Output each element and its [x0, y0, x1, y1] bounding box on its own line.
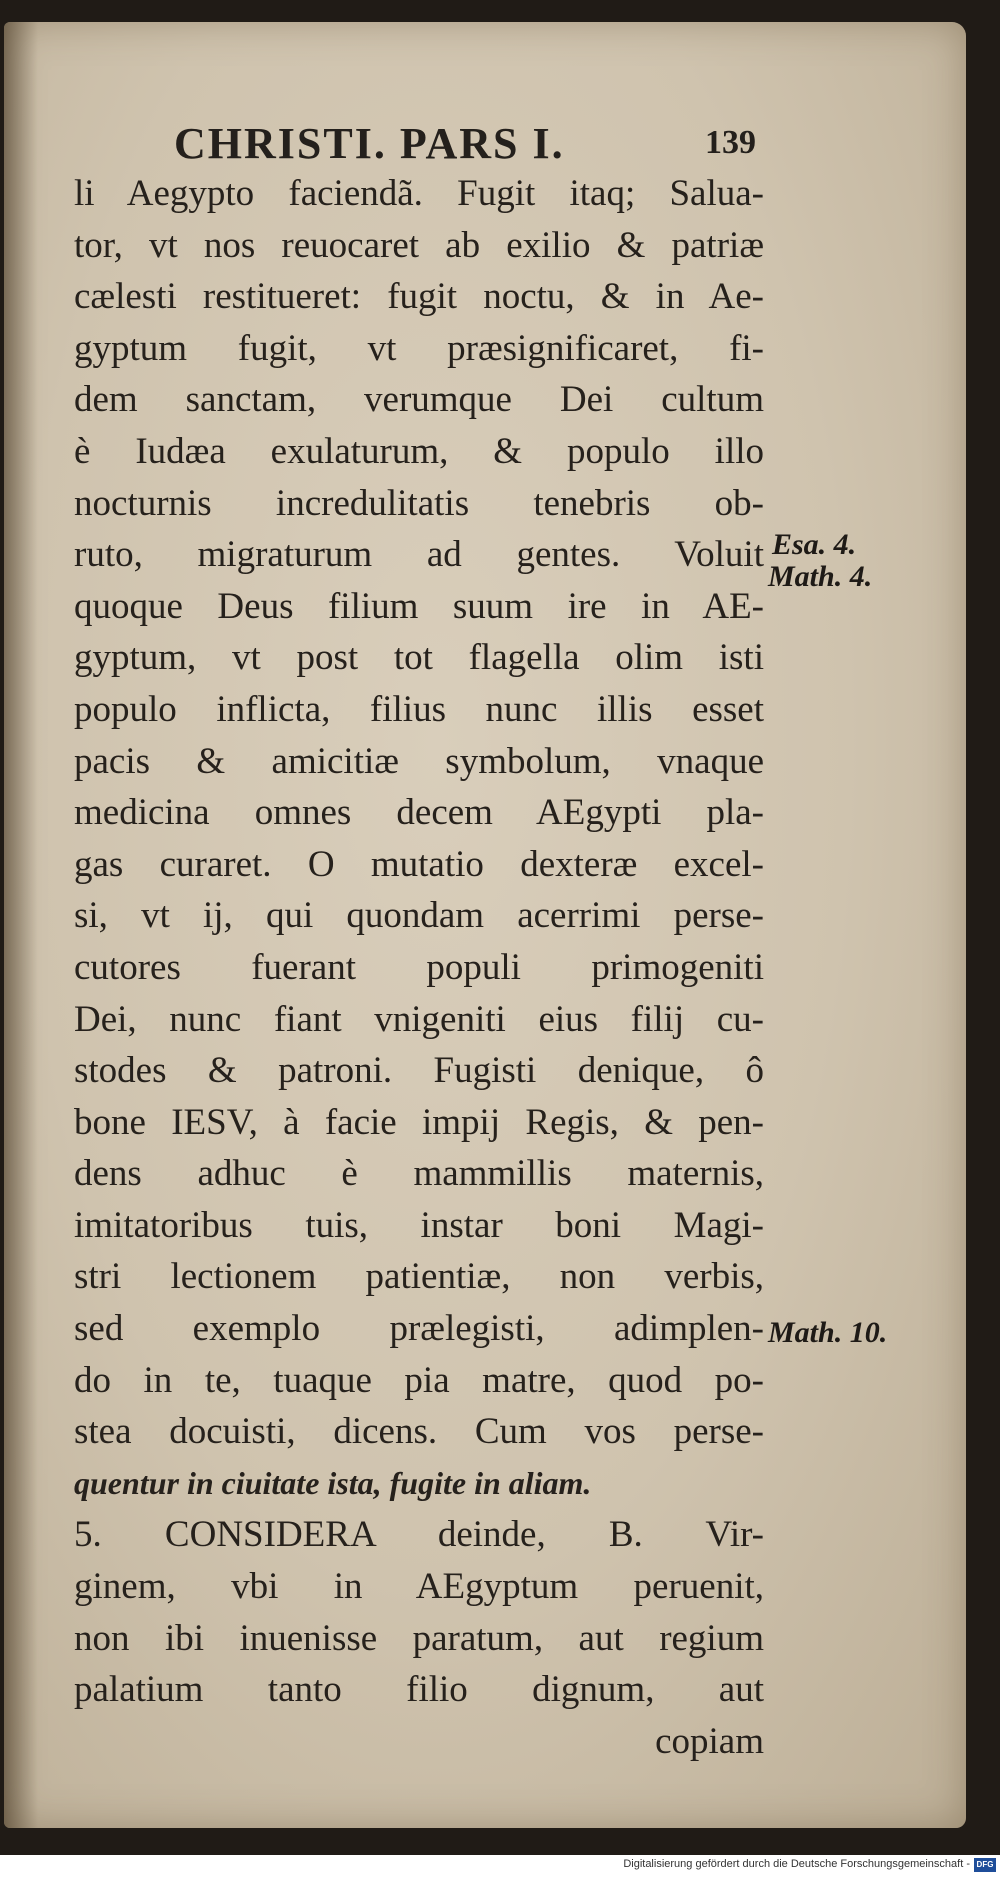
- text-line: imitatoribus tuis, instar boni Magi-: [74, 1204, 764, 1246]
- catchword: copiam: [655, 1720, 764, 1762]
- text-line: do in te, tuaque pia matre, quod po-: [74, 1359, 764, 1401]
- text-line: dens adhuc è mammillis maternis,: [74, 1153, 764, 1195]
- text-line: ginem, vbi in AEgyptum peruenit,: [74, 1566, 764, 1608]
- text-line: non ibi inuenisse paratum, aut regium: [74, 1617, 764, 1659]
- text-line: ruto, migraturum ad gentes. Voluit: [74, 534, 764, 576]
- text-line: bone IESV, à facie impij Regis, & pen-: [74, 1101, 764, 1143]
- dfg-logo: DFG: [974, 1858, 996, 1872]
- text-line: è Iudæa exulaturum, & populo illo: [74, 430, 764, 472]
- text-line: li Aegypto faciendã. Fugit itaq; Salua-: [74, 173, 764, 214]
- margin-note-math-10: Math. 10.: [768, 1316, 888, 1349]
- text-line: palatium tanto filio dignum, aut: [74, 1669, 764, 1711]
- text-line: cælesti restitueret: fugit noctu, & in Ae-: [74, 276, 764, 318]
- text-line: tor, vt nos reuocaret ab exilio & patriæ: [74, 224, 764, 266]
- text-line: stea docuisti, dicens. Cum vos perse-: [74, 1411, 764, 1453]
- section-heading-line: 5. CONSIDERA deinde, B. Vir-: [74, 1514, 764, 1556]
- running-head-title: CHRISTI. PARS I.: [174, 119, 565, 168]
- text-line: si, vt ij, qui quondam acerrimi perse-: [74, 895, 764, 937]
- text-line: gyptum, vt post tot flagella olim isti: [74, 637, 764, 679]
- page-number: 139: [705, 124, 756, 161]
- footer-bar: [0, 1855, 1000, 1877]
- text-line: stodes & patroni. Fugisti denique, ô: [74, 1050, 764, 1092]
- text-line: sed exemplo prælegisti, adimplen-: [74, 1308, 764, 1350]
- text-line: quoque Deus filium suum ire in AE-: [74, 585, 764, 627]
- footer-credit: Digitalisierung gefördert durch die Deutsche Forschungsgemeinschaft -: [623, 1858, 970, 1870]
- text-line: nocturnis incredulitatis tenebris ob-: [74, 482, 764, 524]
- text-line: medicina omnes decem AEgypti pla-: [74, 792, 764, 834]
- running-head: [96, 118, 756, 174]
- margin-note-esa: Esa. 4.: [772, 528, 857, 561]
- text-line: dem sanctam, verumque Dei cultum: [74, 379, 764, 421]
- text-line: pacis & amicitiæ symbolum, vnaque: [74, 740, 764, 782]
- page-gutter-shadow: [4, 22, 38, 1828]
- body-text: [74, 168, 764, 1767]
- text-line: populo inflicta, filius nunc illis esset: [74, 688, 764, 730]
- text-line: Dei, nunc fiant vnigeniti eius filij cu-: [74, 998, 764, 1040]
- scripture-quote-line: quentur in ciuitate ista, fugite in aliam.: [74, 1464, 592, 1501]
- text-line: gas curaret. O mutatio dexteræ excel-: [74, 843, 764, 885]
- margin-note-math-4: Math. 4.: [768, 560, 873, 593]
- text-line: cutores fuerant populi primogeniti: [74, 946, 764, 988]
- text-line: stri lectionem patientiæ, non verbis,: [74, 1256, 764, 1298]
- text-line: gyptum fugit, vt præsignificaret, fi-: [74, 327, 764, 369]
